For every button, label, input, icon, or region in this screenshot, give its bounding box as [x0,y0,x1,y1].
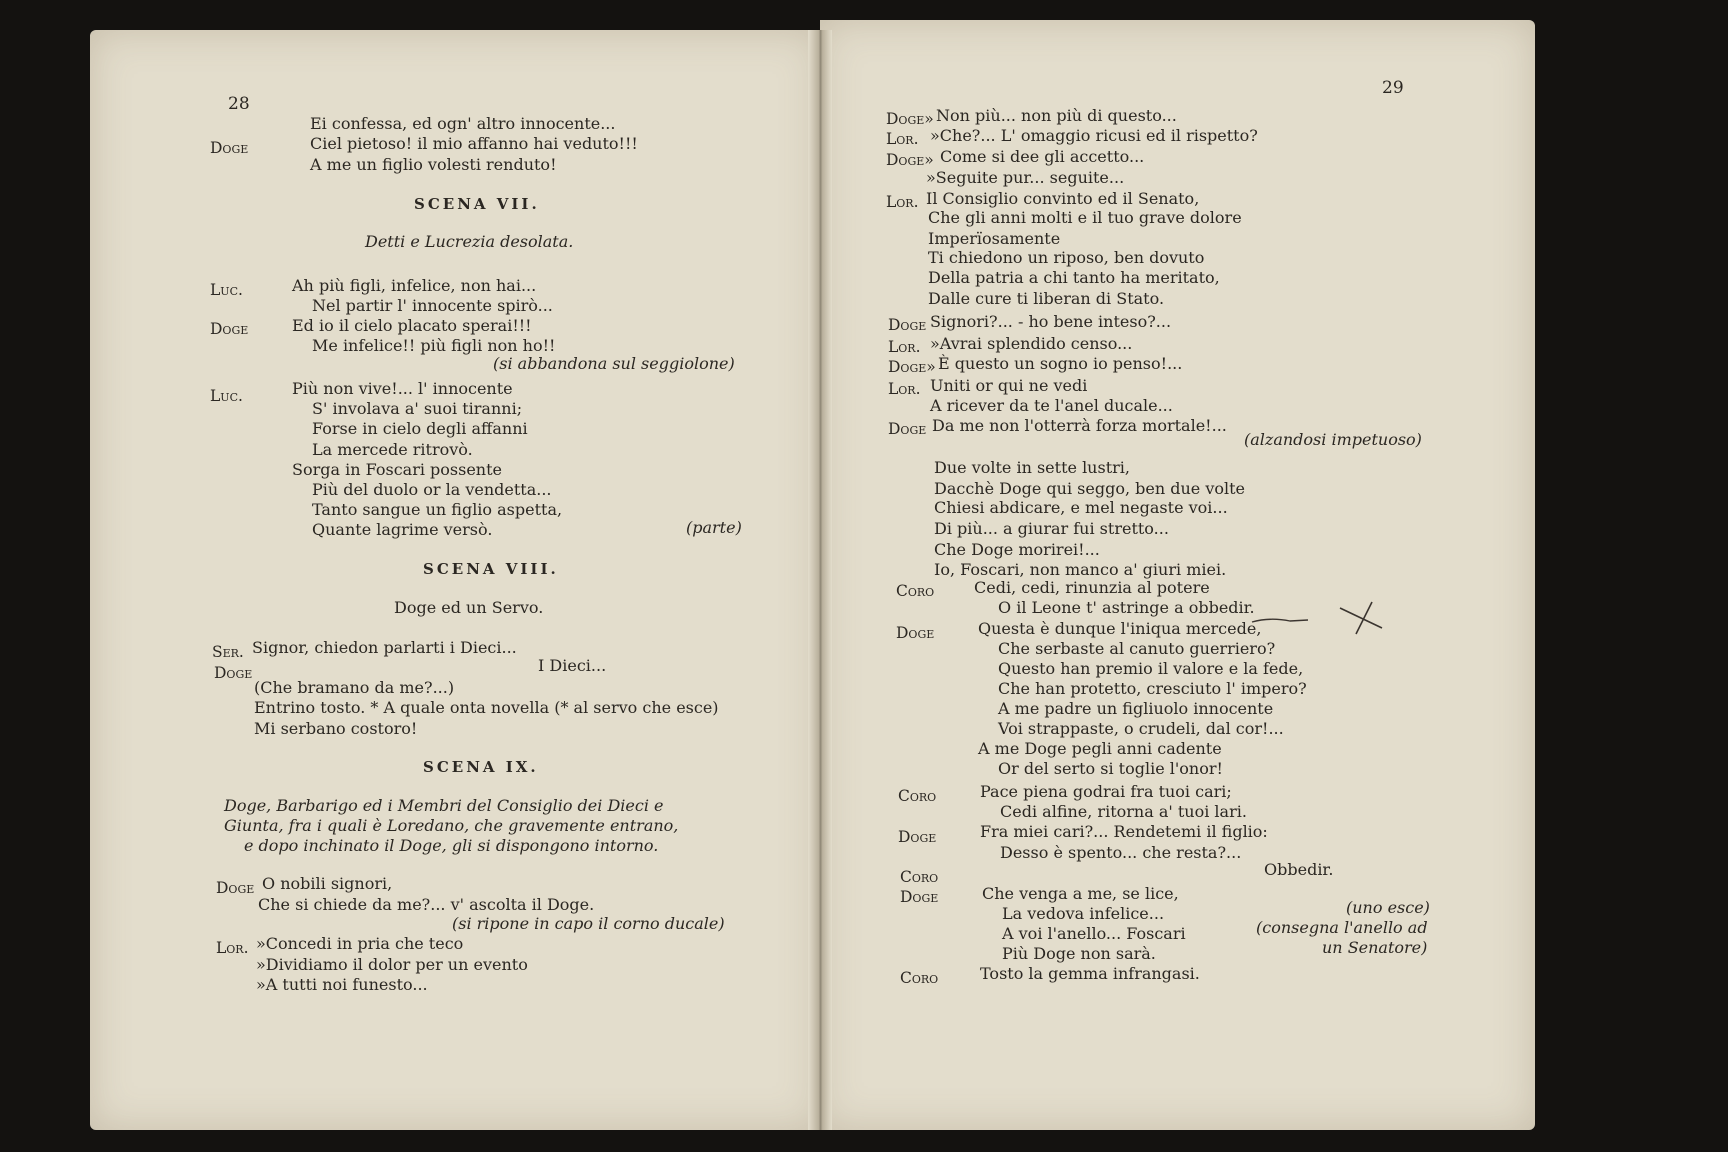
speaker-label: Lor. [888,338,921,356]
verse-line: Ah più figli, infelice, non hai... [292,276,537,295]
verse-line: Signori?... - ho bene inteso?... [930,312,1172,331]
verse-line: Signor, chiedon parlarti i Dieci... [252,638,517,657]
verse-line: »Concedi in pria che teco [256,934,464,953]
verse-line: A ricever da te l'anel ducale... [930,396,1173,415]
verse-line: Come si dee gli accetto... [940,147,1145,166]
speaker-label: Lor. [888,380,921,398]
verse-line: Dalle cure ti liberan di Stato. [928,289,1165,308]
verse-line: Più non vive!... l' innocente [292,379,513,398]
verse-line: Voi strappaste, o crudeli, dal cor!... [998,719,1284,738]
stage-direction: (si abbandona sul seggiolone) [493,354,735,373]
speaker-label: Coro [898,787,937,805]
verse-line: Da me non l'otterrà forza mortale!... [932,416,1227,435]
speaker-label: Doge [210,139,249,157]
speaker-label: Coro [900,969,939,987]
speaker-label: Doge [216,879,255,897]
speaker-label: Doge» [886,110,934,128]
verse-line: Ti chiedono un riposo, ben dovuto [928,248,1205,267]
stage-direction: (parte) [686,518,742,537]
speaker-label: Lor. [216,939,249,957]
verse-line: Che serbaste al canuto guerriero? [998,639,1276,658]
verse-line: Cedi alfine, ritorna a' tuoi lari. [1000,802,1247,821]
verse-line: Me infelice!! più figli non ho!! [312,336,556,355]
speaker-label: Ser. [212,643,244,661]
verse-line: A me Doge pegli anni cadente [978,739,1222,758]
verse-line: Che han protetto, cresciuto l' impero? [998,679,1307,698]
stage-direction: e dopo inchinato il Doge, gli si dispongono intorno. [244,836,659,855]
verse-line: Della patria a chi tanto ha meritato, [928,268,1220,287]
verse-line: Due volte in sette lustri, [934,458,1130,477]
stage-direction: (uno esce) [1346,898,1430,917]
verse-line: Tosto la gemma infrangasi. [980,964,1200,983]
speaker-label: Doge» [886,151,934,169]
stage-direction: Doge ed un Servo. [394,598,544,617]
speaker-label: Doge» [888,358,936,376]
stage-direction: Detti e Lucrezia desolata. [365,232,574,251]
verse-line: »A tutti noi funesto... [256,975,428,994]
speaker-label: Doge [898,828,937,846]
speaker-label: Coro [900,868,939,886]
speaker-label: Doge [888,316,927,334]
verse-line: Fra miei cari?... Rendetemi il figlio: [980,822,1268,841]
verse-line: Di più... a giurar fui stretto... [934,519,1169,538]
verse-line: Ei confessa, ed ogn' altro innocente... [310,114,616,133]
verse-line: O nobili signori, [262,874,393,893]
verse-line: Che si chiede da me?... v' ascolta il Doge. [258,895,595,914]
stage-direction: Giunta, fra i quali è Loredano, che gravemente entrano, [224,816,679,835]
verse-line: Dacchè Doge qui seggo, ben due volte [934,479,1246,498]
verse-line: I Dieci... [538,656,607,675]
verse-line: Chiesi abdicare, e mel negaste voi... [934,498,1228,517]
verse-line: La vedova infelice... [1002,904,1165,923]
speaker-label: Doge [214,664,253,682]
verse-line: La mercede ritrovò. [312,440,473,459]
verse-line: Io, Foscari, non manco a' giuri miei. [934,560,1227,579]
verse-line: Questo han premio il valore e la fede, [998,659,1304,678]
speaker-label: Doge [888,420,927,438]
verse-line: Più del duolo or la vendetta... [312,480,552,499]
scene-heading: SCENA VII. [414,195,540,213]
speaker-label: Coro [896,582,935,600]
handwritten-dash-mark [1250,614,1310,628]
scene-heading: SCENA VIII. [423,560,559,578]
verse-line: Sorga in Foscari possente [292,460,503,479]
verse-line: O il Leone t' astringe a obbedir. [998,598,1255,617]
verse-line: Che gli anni molti e il tuo grave dolore [928,208,1242,227]
verse-line: Entrino tosto. * A quale onta novella (* al servo che esce) [254,698,719,717]
verse-line: (Che bramano da me?...) [254,678,455,697]
verse-line: »Seguite pur... seguite... [926,168,1125,187]
speaker-label: Lor. [886,193,919,211]
speaker-label: Doge [896,624,935,642]
handwritten-cross-mark [1332,600,1392,636]
verse-line: A me un figlio volesti renduto! [310,155,557,174]
speaker-label: Luc. [210,281,243,299]
stage-direction: (consegna l'anello ad [1256,918,1428,937]
stage-direction: un Senatore) [1322,938,1428,957]
verse-line: Pace piena godrai fra tuoi cari; [980,782,1232,801]
verse-line: »Dividiamo il dolor per un evento [256,955,528,974]
verse-line: Nel partir l' innocente spirò... [312,296,553,315]
verse-line: A me padre un figliuolo innocente [998,699,1274,718]
speaker-label: Luc. [210,387,243,405]
verse-line: Non più... non più di questo... [936,106,1177,125]
stage-direction: (alzandosi impetuoso) [1244,430,1422,449]
stage-direction: Doge, Barbarigo ed i Membri del Consiglio dei Dieci e [224,796,664,815]
verse-line: Or del serto si toglie l'onor! [998,759,1223,778]
speaker-label: Doge [210,320,249,338]
verse-line: Questa è dunque l'iniqua mercede, [978,619,1262,638]
verse-line: Tanto sangue un figlio aspetta, [312,500,563,519]
verse-line: Mi serbano costoro! [254,719,418,738]
verse-line: Ciel pietoso! il mio affanno hai veduto!!! [310,134,638,153]
verse-line: »Avrai splendido censo... [930,334,1133,353]
scene-heading: SCENA IX. [423,758,539,776]
verse-line: Che Doge morirei!... [934,540,1100,559]
verse-line: Più Doge non sarà. [1002,944,1156,963]
book-gutter [808,30,832,1130]
verse-line: Cedi, cedi, rinunzia al potere [974,578,1210,597]
verse-line: È questo un sogno io penso!... [938,354,1183,373]
verse-line: Ed io il cielo placato sperai!!! [292,316,532,335]
stage-direction: (si ripone in capo il corno ducale) [452,914,725,933]
speaker-label: Doge [900,888,939,906]
verse-line: Forse in cielo degli affanni [312,419,528,438]
verse-line: Desso è spento... che resta?... [1000,843,1242,862]
verse-line: Il Consiglio convinto ed il Senato, [926,189,1200,208]
page-number-left: 28 [228,94,250,114]
page-number-right: 29 [1382,78,1404,98]
verse-line: Quante lagrime versò. [312,520,493,539]
verse-line: Che venga a me, se lice, [982,884,1179,903]
verse-line: Uniti or qui ne vedi [930,376,1088,395]
speaker-label: Lor. [886,130,919,148]
verse-line: Obbedir. [1264,860,1334,879]
verse-line: Imperïosamente [928,229,1061,248]
verse-line: A voi l'anello... Foscari [1002,924,1186,943]
verse-line: S' involava a' suoi tiranni; [312,399,523,418]
verse-line: »Che?... L' omaggio ricusi ed il rispetto? [930,126,1258,145]
